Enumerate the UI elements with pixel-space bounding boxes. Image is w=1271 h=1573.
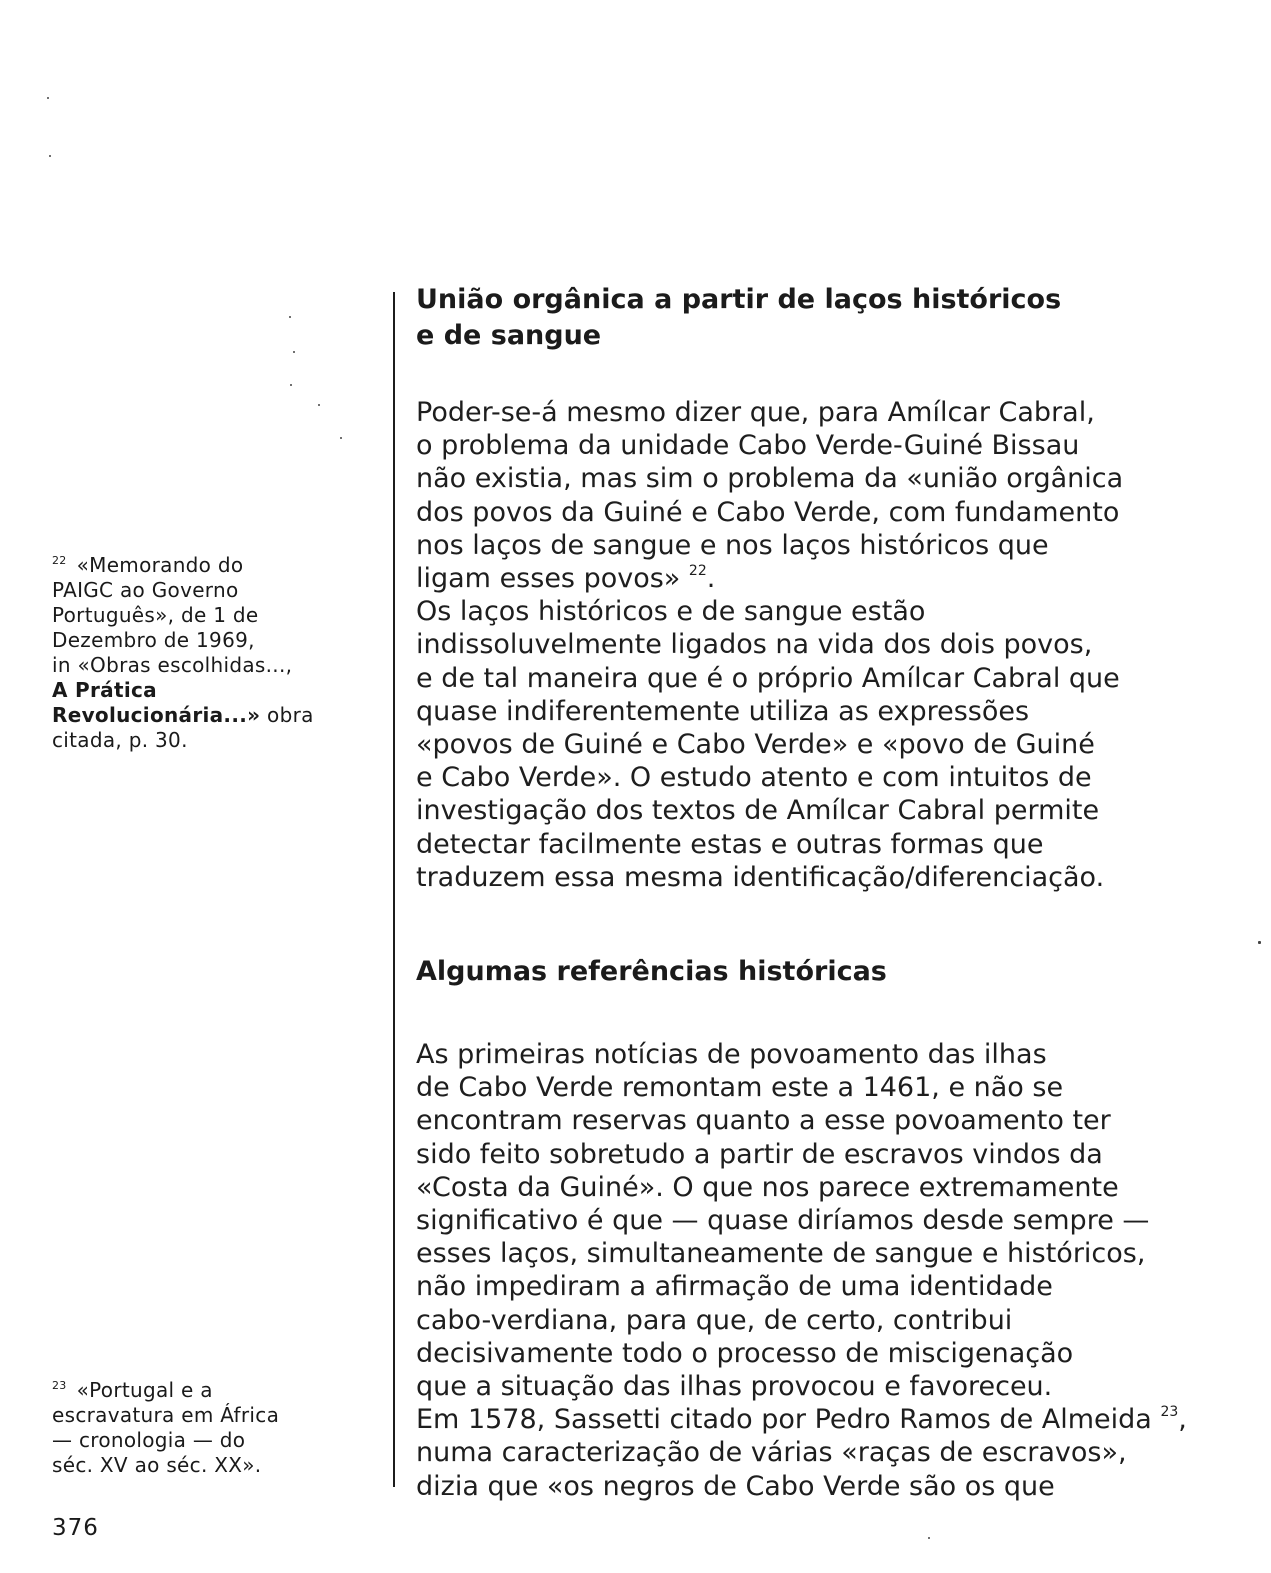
footnote-23: $^{23}$ «Portugal e a escravatura em África — cronologia — do séc. XV ao séc. XX». bbox=[52, 1378, 280, 1477]
paragraph-referencias: As primeiras notícias de povoamento das ilhas de Cabo Verde remontam este a 1461, e não se encontram reservas quanto a esse povoamento ter sido feito sobretudo a partir de escravos vindos da «Costa da Guiné». O que nos parece extremamente significativo é que — quase diríamos desde sempre — esses laços, simultaneamente de sangue e históricos, não impediram a afirmação de uma identidade cabo-verdiana, para que, de certo, contribui decisivamente todo o processo de miscigenação que a situação das ilhas provocou e favoreceu. Em 1578, Sassetti citado por Pedro Ramos de Almeida $^{23}$, numa caracterização de várias «raças de escravos», dizia que «os negros de Cabo Verde são os que bbox=[416, 1039, 1187, 1502]
scan-speck bbox=[293, 351, 295, 353]
scan-speck bbox=[289, 316, 291, 318]
footnote-22: $^{22}$ «Memorando do PAIGC ao Governo Português», de 1 de Dezembro de 1969, in «Obras escolhidas..., A Prática Revolucionária...» obra citada, p. 30. bbox=[52, 553, 314, 752]
footnote-number: 22 bbox=[52, 554, 67, 567]
scan-speck bbox=[49, 155, 51, 157]
footnote-ref-22: 22 bbox=[688, 563, 707, 580]
page-number: 376 bbox=[52, 1515, 99, 1541]
section-heading-referencias: Algumas referências históricas bbox=[416, 956, 887, 988]
section-heading-uniao: União orgânica a partir de laços históricos e de sangue bbox=[416, 284, 1062, 351]
scan-speck bbox=[47, 97, 49, 99]
scan-speck bbox=[318, 404, 320, 406]
scan-speck bbox=[928, 1537, 930, 1539]
scan-speck bbox=[290, 384, 292, 386]
scan-speck bbox=[1258, 941, 1261, 944]
column-divider bbox=[393, 292, 395, 1487]
scan-speck bbox=[340, 437, 342, 439]
footnote-ref-23: 23 bbox=[1160, 1404, 1179, 1421]
paragraph-uniao: Poder-se-á mesmo dizer que, para Amílcar Cabral, o problema da unidade Cabo Verde-Guiné Bissau não existia, mas sim o problema da «união orgânica dos povos da Guiné e Cabo Verde, com fundamento nos laços de sangue e nos laços históricos que ligam esses povos» $^{22}$. Os laços históricos e de sangue estão indissoluvelmente ligados na vida dos dois povos, e de tal maneira que é o próprio Amílcar Cabral que quase indiferentemente utiliza as expressões «povos de Guiné e Cabo Verde» e «povo de Guiné e Cabo Verde». O estudo atento e com intuitos de investigação dos textos de Amílcar Cabral permite detectar facilmente estas e outras formas que traduzem essa mesma identificação/diferenciação. bbox=[416, 397, 1124, 893]
footnote-number: 23 bbox=[52, 1379, 67, 1392]
main-column bbox=[416, 282, 1246, 1503]
